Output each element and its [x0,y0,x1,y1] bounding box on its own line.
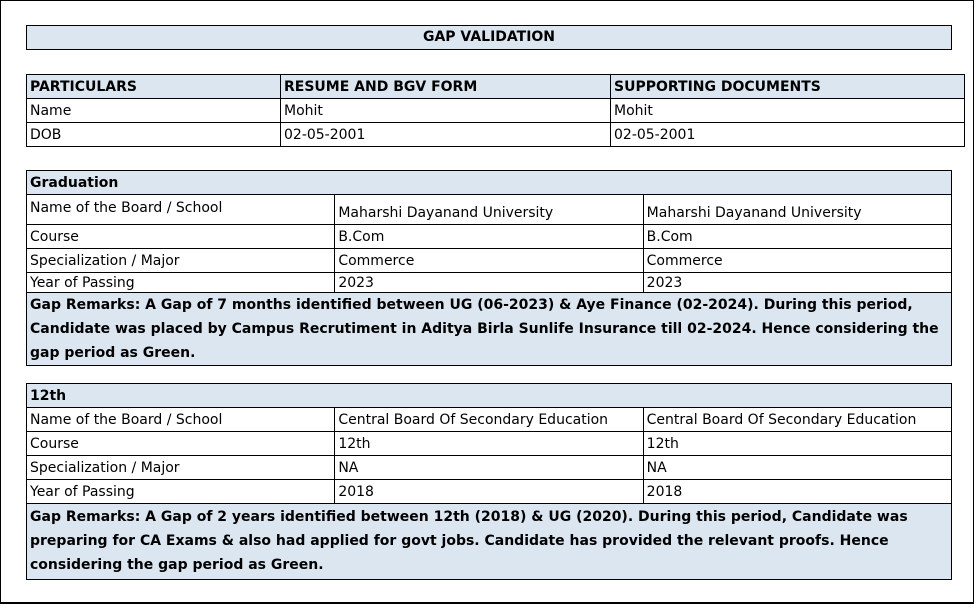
identity-table [26,74,965,147]
table-row [27,480,952,504]
row-label: Year of Passing [27,273,335,293]
docs-value: Mohit [611,99,965,123]
resume-value: 02-05-2001 [281,123,611,147]
docs-value: 2023 [643,273,951,293]
table-row [27,123,965,147]
gap-remarks: Gap Remarks: A Gap of 7 months identified between UG (06-2023) & Aye Finance (02-2024). During this period, Candidate was placed by Campus Recrutiment in Aditya Birla Sunlife Insurance till 02-2024. Hence considering the gap period as Green. [27,293,952,366]
row-label: Name [27,99,281,123]
row-label: DOB [27,123,281,147]
table-row [27,432,952,456]
twelfth-table [26,383,952,580]
docs-value: NA [643,456,951,480]
gap-remarks: Gap Remarks: A Gap of 2 years identified between 12th (2018) & UG (2020). During this period, Candidate was preparing for CA Exams & also had applied for govt jobs. Candidate has provided the relevant proofs. Hence considering the gap period as Green. [27,504,952,580]
section-heading-row [27,384,952,408]
resume-value: 2023 [335,273,643,293]
section-heading: Graduation [27,171,952,195]
docs-value: 12th [643,432,951,456]
row-label: Specialization / Major [27,249,335,273]
resume-value: Commerce [335,249,643,273]
resume-value: B.Com [335,225,643,249]
row-label: Year of Passing [27,480,335,504]
twelfth-section [26,383,952,580]
resume-value: 2018 [335,480,643,504]
resume-value: Mohit [281,99,611,123]
docs-value: 02-05-2001 [611,123,965,147]
table-row [27,456,952,480]
header-resume: RESUME AND BGV FORM [281,75,611,99]
table-row [27,225,952,249]
identity-section [26,74,952,147]
row-label: Name of the Board / School [27,408,335,432]
page-title: GAP VALIDATION [26,25,952,50]
docs-value: Maharshi Dayanand University [643,195,951,225]
table-row [27,99,965,123]
row-label: Course [27,432,335,456]
resume-value: Maharshi Dayanand University [335,195,643,225]
resume-value: NA [335,456,643,480]
resume-value: Central Board Of Secondary Education [335,408,643,432]
row-label: Name of the Board / School [27,195,335,225]
table-row [27,273,952,293]
remarks-row [27,504,952,580]
section-heading: 12th [27,384,952,408]
resume-value: 12th [335,432,643,456]
row-label: Specialization / Major [27,456,335,480]
table-row [27,249,952,273]
docs-value: Commerce [643,249,951,273]
docs-value: Central Board Of Secondary Education [643,408,951,432]
header-supporting: SUPPORTING DOCUMENTS [611,75,965,99]
docs-value: B.Com [643,225,951,249]
remarks-row [27,293,952,366]
docs-value: 2018 [643,480,951,504]
table-row [27,408,952,432]
section-heading-row [27,171,952,195]
graduation-section [26,170,952,366]
table-header-row [27,75,965,99]
graduation-table [26,170,952,366]
header-particulars: PARTICULARS [27,75,281,99]
row-label: Course [27,225,335,249]
table-row [27,195,952,225]
